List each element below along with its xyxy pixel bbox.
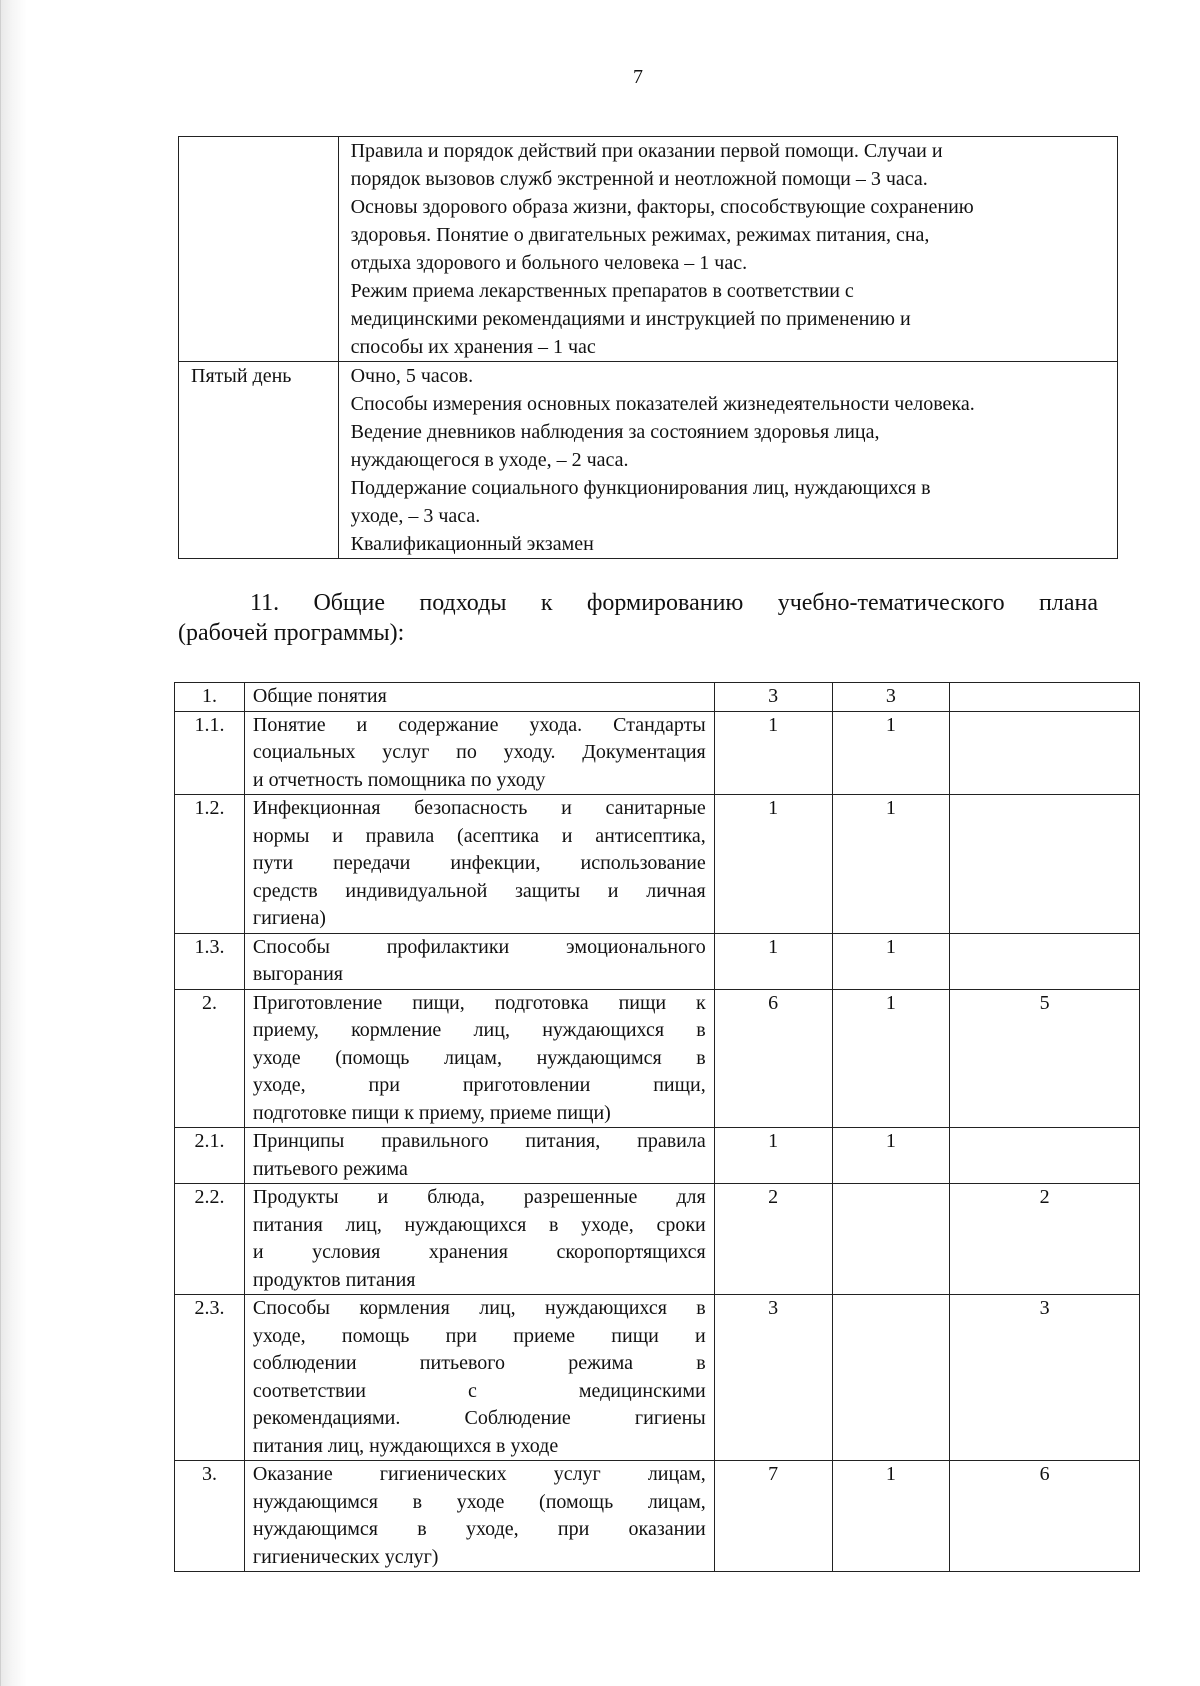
curriculum-topic-cell (244, 711, 714, 795)
curriculum-row (175, 933, 1140, 989)
curriculum-topic-line: средств индивидуальной защиты и личная (252, 879, 706, 902)
curriculum-table (174, 682, 1140, 1572)
curriculum-row (175, 1461, 1140, 1572)
curriculum-total-hours-cell: 1 (714, 795, 832, 934)
curriculum-total-hours-cell: 1 (714, 933, 832, 989)
schedule-content-line: нуждающегося в уходе, – 2 часа. (350, 449, 629, 471)
schedule-row (179, 362, 1118, 559)
section-heading-line-2: (рабочей программы): (178, 620, 405, 646)
schedule-content-line: порядок вызовов служб экстренной и неотложной помощи – 3 часа. (350, 168, 928, 190)
schedule-content-line: Ведение дневников наблюдения за состоянием здоровья лица, (350, 421, 880, 443)
curriculum-topic-line: и отчетность помощника по уходу (252, 768, 546, 791)
curriculum-row (175, 795, 1140, 934)
curriculum-topic-line: Инфекционная безопасность и санитарные (252, 797, 706, 819)
curriculum-topic-line: нуждающимся в уходе, при оказании (252, 1518, 706, 1540)
curriculum-topic-line: выгорания (252, 963, 343, 985)
curriculum-topic-line: нормы и правила (асептика и антисептика, (252, 824, 706, 847)
curriculum-topic-line: питания лиц, нуждающихся в уходе, сроки (252, 1213, 706, 1236)
curriculum-theory-hours-cell: 1 (832, 1461, 950, 1572)
curriculum-total-hours-cell: 3 (714, 1295, 832, 1461)
curriculum-topic-cell (244, 795, 714, 934)
curriculum-total-hours-cell: 1 (714, 711, 832, 795)
curriculum-topic-line: рекомендациями. Соблюдение гигиены (252, 1407, 706, 1429)
curriculum-topic-line: уходе, помощь при приеме пищи и (252, 1324, 706, 1347)
curriculum-topic-line: Способы профилактики эмоционального (252, 935, 706, 958)
curriculum-theory-hours-cell: 1 (832, 1128, 950, 1184)
curriculum-number-cell: 2. (175, 989, 245, 1128)
curriculum-row (175, 683, 1140, 712)
section-heading (178, 588, 1098, 648)
curriculum-theory-hours-cell: 1 (832, 933, 950, 989)
curriculum-total-hours-cell: 1 (714, 1128, 832, 1184)
scan-edge (0, 0, 27, 1686)
curriculum-row (175, 1184, 1140, 1295)
curriculum-row (175, 711, 1140, 795)
curriculum-total-hours-cell: 7 (714, 1461, 832, 1572)
curriculum-number-cell: 1.1. (175, 711, 245, 795)
curriculum-row (175, 989, 1140, 1128)
curriculum-topic-cell (244, 1128, 714, 1184)
schedule-content-line: Очно, 5 часов. (350, 365, 474, 387)
schedule-day-cell (179, 137, 339, 362)
curriculum-practice-hours-cell (950, 1128, 1140, 1184)
curriculum-topic-cell (244, 989, 714, 1128)
curriculum-topic-line: соблюдении питьевого режима в (252, 1352, 706, 1374)
curriculum-row (175, 1295, 1140, 1461)
schedule-content-line: медицинскими рекомендациями и инструкцией по применению и (350, 308, 911, 330)
curriculum-practice-hours-cell: 6 (950, 1461, 1140, 1572)
curriculum-row (175, 1128, 1140, 1184)
curriculum-theory-hours-cell: 1 (832, 989, 950, 1128)
curriculum-practice-hours-cell (950, 795, 1140, 934)
curriculum-topic-line: и условия хранения скоропортящихся (252, 1241, 706, 1263)
schedule-content-line: способы их хранения – 1 час (350, 336, 596, 358)
schedule-day-cell: Пятый день (179, 362, 339, 559)
schedule-row (179, 137, 1118, 362)
curriculum-theory-hours-cell (832, 1184, 950, 1295)
curriculum-total-hours-cell: 2 (714, 1184, 832, 1295)
curriculum-number-cell: 2.3. (175, 1295, 245, 1461)
curriculum-topic-line: гигиенических услуг) (252, 1545, 439, 1568)
schedule-content-line: уходе, – 3 часа. (350, 505, 481, 527)
curriculum-number-cell: 1. (175, 683, 245, 712)
schedule-content-cell (338, 137, 1117, 362)
schedule-content-line: Поддержание социального функционирования лиц, нуждающихся в (350, 477, 931, 499)
curriculum-topic-line: социальных услуг по уходу. Документация (252, 741, 706, 763)
curriculum-number-cell: 3. (175, 1461, 245, 1572)
curriculum-topic-cell (244, 933, 714, 989)
curriculum-number-cell: 1.3. (175, 933, 245, 989)
curriculum-theory-hours-cell: 1 (832, 795, 950, 934)
curriculum-table-body (175, 683, 1140, 1572)
curriculum-topic-line: подготовке пищи к приему, приеме пищи) (252, 1101, 611, 1124)
curriculum-practice-hours-cell (950, 711, 1140, 795)
curriculum-topic-line: Приготовление пищи, подготовка пищи к (252, 991, 706, 1014)
schedule-content-cell (338, 362, 1117, 559)
curriculum-topic-line: Способы кормления лиц, нуждающихся в (252, 1297, 706, 1319)
curriculum-topic-line: Продукты и блюда, разрешенные для (252, 1186, 706, 1208)
curriculum-total-hours-cell: 6 (714, 989, 832, 1128)
curriculum-practice-hours-cell: 5 (950, 989, 1140, 1128)
schedule-table (178, 136, 1118, 559)
curriculum-topic-cell (244, 1184, 714, 1295)
curriculum-number-cell: 1.2. (175, 795, 245, 934)
curriculum-topic-line: Понятие и содержание ухода. Стандарты (252, 713, 706, 736)
curriculum-topic-line: гигиена) (252, 907, 326, 929)
schedule-content-line: Режим приема лекарственных препаратов в соответствии с (350, 280, 854, 302)
curriculum-topic-line: пути передачи инфекции, использование (252, 852, 706, 874)
schedule-content-line: здоровья. Понятие о двигательных режимах, режимах питания, сна, (350, 224, 930, 246)
curriculum-practice-hours-cell (950, 683, 1140, 712)
section-heading-line-1: 11. Общие подходы к формированию учебно-тематического плана (250, 590, 1098, 616)
curriculum-topic-line: Принципы правильного питания, правила (252, 1130, 706, 1152)
curriculum-number-cell: 2.1. (175, 1128, 245, 1184)
schedule-content-line: Основы здорового образа жизни, факторы, способствующие сохранению (350, 196, 974, 218)
curriculum-topic-line: питания лиц, нуждающихся в уходе (252, 1434, 559, 1457)
curriculum-total-hours-cell: 3 (714, 683, 832, 712)
curriculum-theory-hours-cell: 3 (832, 683, 950, 712)
schedule-content-line: отдыха здорового и больного человека – 1 час. (350, 252, 748, 274)
schedule-content-line: Способы измерения основных показателей жизнедеятельности человека. (350, 393, 975, 415)
curriculum-topic-cell (244, 683, 714, 712)
curriculum-topic-line: уходе, при приготовлении пищи, (252, 1074, 706, 1096)
curriculum-topic-line: приему, кормление лиц, нуждающихся в (252, 1019, 706, 1041)
curriculum-topic-line: нуждающимся в уходе (помощь лицам, (252, 1490, 706, 1513)
curriculum-topic-line: уходе (помощь лицам, нуждающимся в (252, 1046, 706, 1069)
curriculum-topic-line: Общие понятия (252, 685, 387, 707)
curriculum-topic-line: Оказание гигиенических услуг лицам, (252, 1463, 706, 1485)
curriculum-topic-cell (244, 1295, 714, 1461)
schedule-content-line: Правила и порядок действий при оказании первой помощи. Случаи и (350, 140, 943, 162)
schedule-content-line: Квалификационный экзамен (350, 533, 594, 555)
curriculum-topic-line: продуктов питания (252, 1268, 416, 1291)
schedule-table-body (179, 137, 1118, 559)
curriculum-theory-hours-cell (832, 1295, 950, 1461)
curriculum-topic-cell (244, 1461, 714, 1572)
curriculum-theory-hours-cell: 1 (832, 711, 950, 795)
curriculum-practice-hours-cell (950, 933, 1140, 989)
curriculum-topic-line: соответствии с медицинскими (252, 1379, 706, 1402)
page-number: 7 (633, 66, 643, 88)
curriculum-practice-hours-cell: 2 (950, 1184, 1140, 1295)
curriculum-number-cell: 2.2. (175, 1184, 245, 1295)
curriculum-topic-line: питьевого режима (252, 1157, 408, 1180)
curriculum-practice-hours-cell: 3 (950, 1295, 1140, 1461)
